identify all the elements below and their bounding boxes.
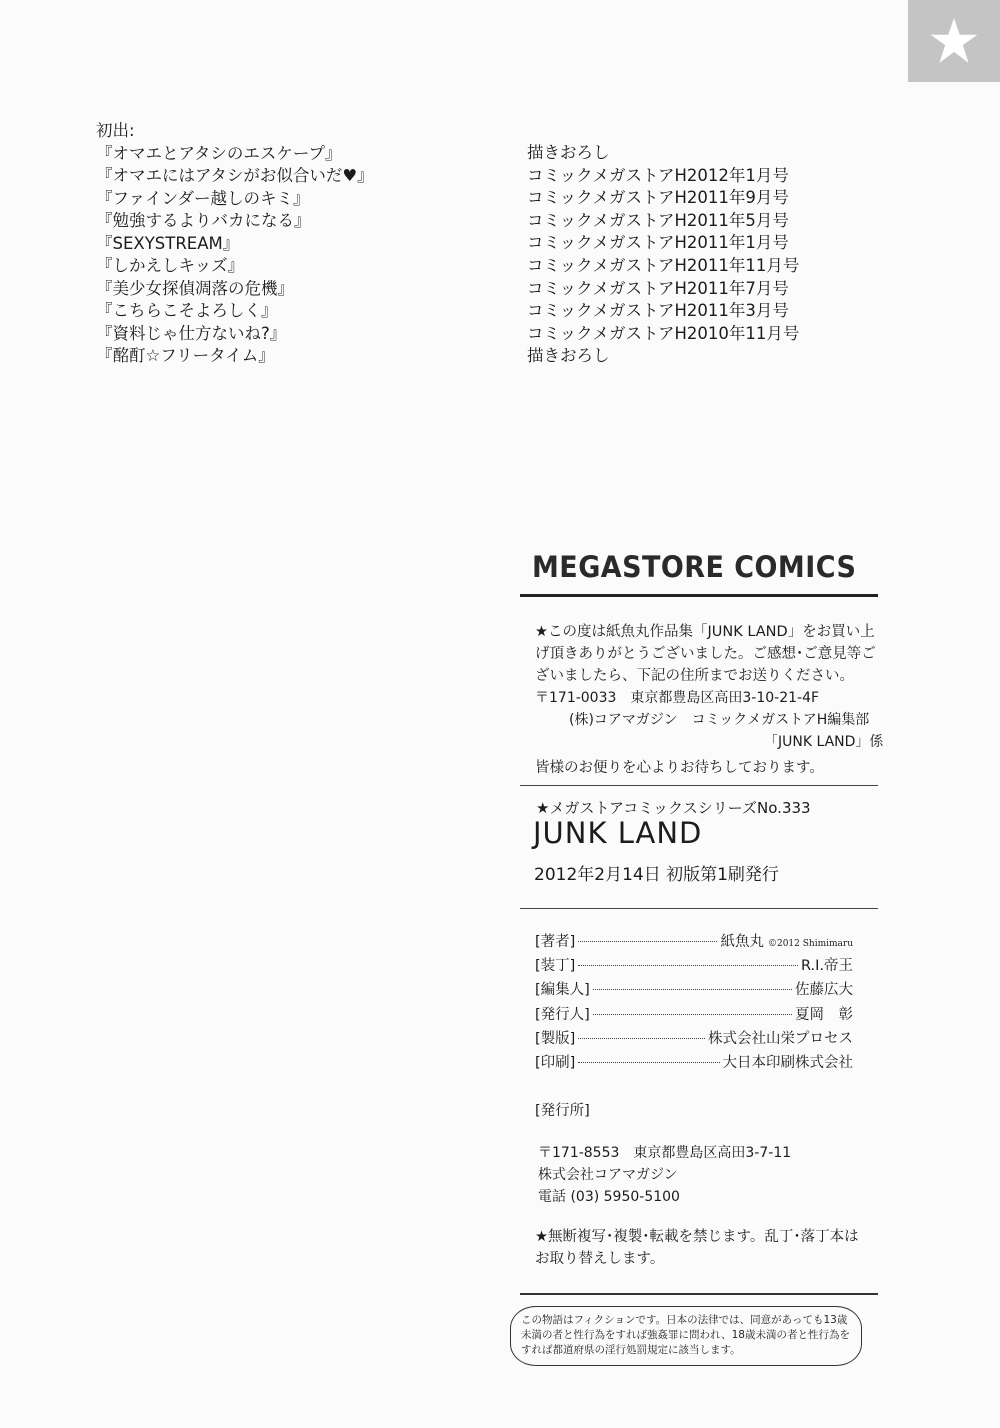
story-title: 『資料じゃ仕方ないね?』 — [96, 323, 287, 343]
story-title: 『美少女探偵凋落の危機』 — [96, 278, 294, 298]
credits-heading: 初出: — [96, 121, 135, 140]
divider — [520, 908, 878, 909]
book-title: JUNK LAND — [533, 816, 703, 850]
story-title: 『酩酊☆フリータイム』 — [96, 346, 275, 365]
dot-leader — [593, 1014, 792, 1015]
staff-row — [535, 930, 853, 954]
staff-role: [発行人] — [535, 1006, 590, 1023]
fiction-notice: この物語はフィクションです。日本の法律では、同意があっても13歳未満の者と性行為をすれば強姦罪に問われ、18歳未満の者と性行為をすれば都道府県の淫行処罰規定に該当します。 — [510, 1306, 862, 1366]
divider — [520, 1293, 878, 1295]
staff-name: 佐藤広大 — [795, 982, 853, 999]
story-title: 『しかえしキッズ』 — [96, 256, 245, 275]
dot-leader — [593, 989, 792, 990]
story-source: コミックメガストアH2010年11月号 — [527, 323, 800, 343]
staff-name: 紙魚丸 — [720, 934, 764, 950]
publisher-label: [発行所] — [535, 1103, 590, 1119]
story-source: コミックメガストアH2011年1月号 — [527, 233, 789, 253]
dot-leader — [578, 1038, 705, 1039]
copy-warning: ★無断複写･複製･転載を禁じます。乱丁･落丁本はお取り替えします。 — [535, 1229, 859, 1267]
staff-role: [編集人] — [535, 982, 590, 999]
story-source: コミックメガストアH2011年7月号 — [527, 278, 789, 298]
story-title: 『オマエにはアタシがお似合いだ♥』 — [96, 166, 374, 185]
publisher-address — [538, 1142, 791, 1208]
series-number: ★メガストアコミックスシリーズNo.333 — [536, 799, 811, 817]
publisher-line: 株式会社コアマガジン — [538, 1167, 678, 1183]
staff-role: [製版] — [535, 1030, 576, 1047]
story-source: コミックメガストアH2012年1月号 — [527, 165, 789, 185]
story-source: コミックメガストアH2011年11月号 — [527, 255, 800, 275]
story-source: コミックメガストアH2011年5月号 — [527, 210, 789, 230]
story-title: 『こちらこそよろしく』 — [96, 301, 278, 320]
divider — [520, 785, 878, 786]
address-line: 〒171-0033 東京都豊島区高田3-10-21-4F — [535, 690, 820, 706]
staff-name: 株式会社山栄プロセス — [708, 1030, 853, 1047]
story-title: 『勉強するよりバカになる』 — [96, 211, 311, 230]
dot-leader — [578, 941, 717, 942]
staff-name: R.I.帝王 — [800, 958, 853, 975]
publication-date: 2012年2月14日 初版第1刷発行 — [534, 865, 779, 885]
staff-row — [535, 954, 853, 978]
staff-row — [535, 978, 853, 1002]
story-source: コミックメガストアH2011年3月号 — [527, 301, 789, 321]
staff-row — [535, 1027, 853, 1051]
staff-role: [著者] — [535, 934, 576, 950]
staff-list — [535, 930, 853, 1075]
credits-story-list — [96, 120, 374, 368]
await-message: 皆様のお便りを心よりお待ちしております。 — [535, 760, 824, 776]
story-source: 描きおろし — [527, 143, 610, 162]
staff-row — [535, 1003, 853, 1027]
copyright: ©2012 Shimimaru — [767, 939, 853, 949]
publisher-line: 電話 (03) 5950-5100 — [538, 1189, 680, 1205]
mail-address — [535, 687, 883, 753]
dot-leader — [578, 1062, 719, 1063]
corner-tab — [908, 0, 1000, 82]
staff-role: [装丁] — [535, 958, 576, 975]
staff-name: 夏岡 彰 — [795, 1006, 853, 1023]
divider — [520, 594, 878, 597]
staff-role: [印刷] — [535, 1054, 576, 1071]
story-title: 『オマエとアタシのエスケープ』 — [96, 143, 342, 163]
story-source: 描きおろし — [527, 346, 610, 366]
story-title: 『SEXYSTREAM』 — [96, 233, 240, 253]
address-line: 「JUNK LAND」係 — [764, 734, 884, 750]
address-line: (株)コアマガジン コミックメガストアH編集部 — [569, 712, 870, 728]
story-source: コミックメガストアH2011年9月号 — [527, 188, 789, 208]
brand-logo: MEGASTORE COMICS — [532, 550, 857, 584]
dot-leader — [578, 965, 798, 966]
staff-row — [535, 1051, 853, 1075]
publisher-line: 〒171-8553 東京都豊島区高田3-7-11 — [538, 1145, 792, 1161]
credits-source-list — [527, 142, 799, 368]
reader-notice: ★この度は紙魚丸作品集「JUNK LAND」をお買い上げ頂きありがとうございました。ご感想･ご意見等ございましたら、下記の住所までお送りください。 — [535, 624, 876, 684]
story-title: 『ファインダー越しのキミ』 — [96, 188, 310, 208]
star-icon — [928, 15, 980, 67]
staff-name: 大日本印刷株式会社 — [722, 1054, 853, 1071]
